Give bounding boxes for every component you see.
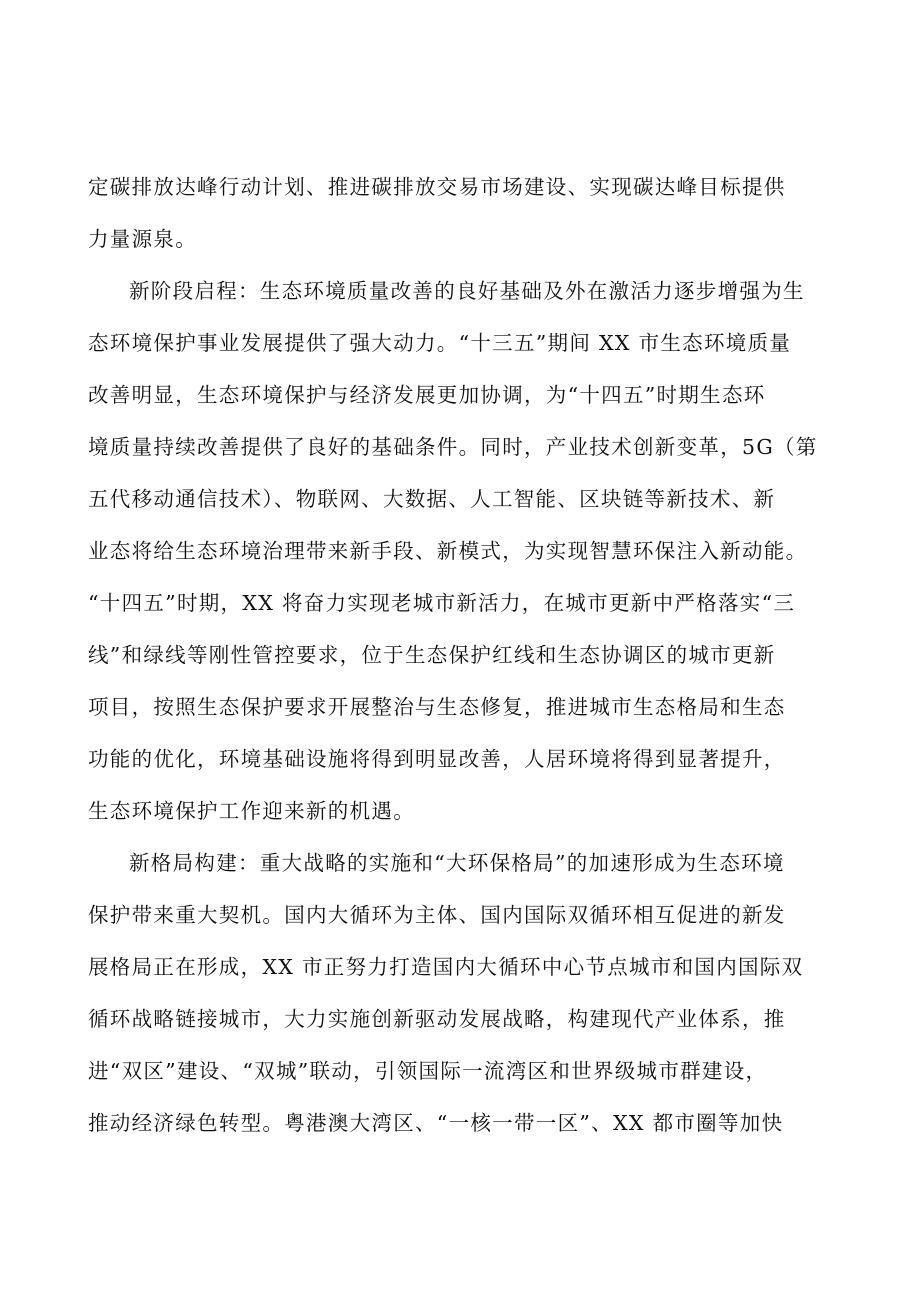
text-line: 新格局构建：重大战略的实施和“大环保格局”的加速形成为生态环境 bbox=[129, 851, 785, 875]
text-line: 五代移动通信技术）、物联网、大数据、人工智能、区块链等新技术、新 bbox=[88, 487, 776, 511]
text-line: 功能的优化，环境基础设施将得到明显改善，人居环境将得到显著提升， bbox=[88, 747, 786, 771]
text-line: 推动经济绿色转型。粤港澳大湾区、“一核一带一区”、XX 都市圈等加快 bbox=[88, 1111, 784, 1135]
text-line: 线”和绿线等刚性管控要求，位于生态保护红线和生态协调区的城市更新 bbox=[88, 643, 776, 667]
text-line: 业态将给生态环境治理带来新手段、新模式，为实现智慧环保注入新动能。 bbox=[88, 539, 808, 563]
text-line: 进“双区”建设、“双城”联动，引领国际一流湾区和世界级城市群建设， bbox=[88, 1059, 768, 1083]
text-line: 力量源泉。 bbox=[88, 227, 197, 251]
text-line: 境质量持续改善提供了良好的基础条件。同时，产业技术创新变革，5G（第 bbox=[88, 435, 818, 459]
text-line: 项目，按照生态保护要求开展整治与生态修复，推进城市生态格局和生态 bbox=[88, 695, 786, 719]
text-line: “十四五”时期，XX 将奋力实现老城市新活力，在城市更新中严格落实“三 bbox=[88, 591, 796, 615]
text-line: 改善明显，生态环境保护与经济发展更加协调，为“十四五”时期生态环 bbox=[88, 383, 766, 407]
text-line: 循环战略链接城市，大力实施创新驱动发展战略，构建现代产业体系，推 bbox=[88, 1007, 786, 1031]
text-line: 态环境保护事业发展提供了强大动力。“十三五”期间 XX 市生态环境质量 bbox=[88, 331, 792, 355]
text-line: 保护带来重大契机。国内大循环为主体、国内国际双循环相互促进的新发 bbox=[88, 903, 786, 927]
text-line: 生态环境保护工作迎来新的机遇。 bbox=[88, 799, 415, 823]
text-line: 展格局正在形成，XX 市正努力打造国内大循环中心节点城市和国内国际双 bbox=[88, 955, 804, 979]
text-line: 新阶段启程：生态环境质量改善的良好基础及外在激活力逐步增强为生 bbox=[129, 279, 805, 303]
text-line: 定碳排放达峰行动计划、推进碳排放交易市场建设、实现碳达峰目标提供 bbox=[88, 175, 786, 199]
